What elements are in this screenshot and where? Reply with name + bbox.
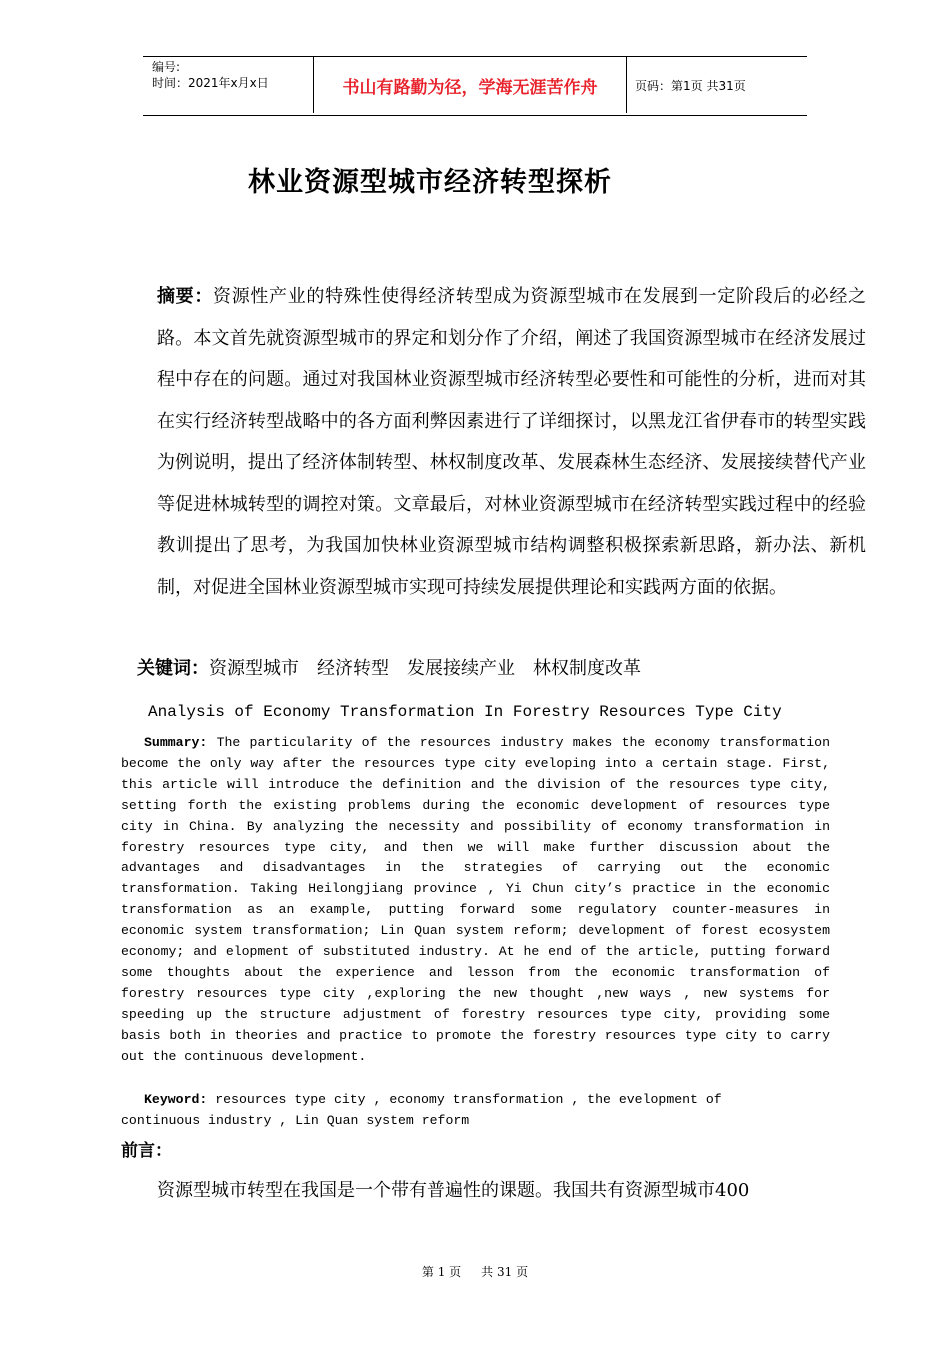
preface-paragraph: 资源型城市转型在我国是一个带有普遍性的课题。我国共有资源型城市400 (157, 1180, 750, 1201)
serial-label: 编号: (152, 60, 181, 74)
header-meta (152, 59, 269, 91)
page-footer (0, 1263, 950, 1280)
keyword-item: 林权制度改革 (533, 658, 641, 679)
english-summary (121, 733, 830, 1068)
footer-current-page: 第 1 页 (421, 1265, 462, 1279)
header-page-info: 页码：第1页 共31页 (635, 79, 746, 93)
header-motto: 书山有路勤为径，学海无涯苦作舟 (313, 57, 627, 113)
keyword-item: 经济转型 (317, 658, 389, 679)
keyword-item: 资源型城市 (209, 658, 299, 679)
abstract-text: 资源性产业的特殊性使得经济转型成为资源型城市在发展到一定阶段后的必经之路。本文首先就资源型城市的界定和划分作了介绍，阐述了我国资源型城市在经济发展过程中存在的问题。通过对我国林业资源型城市经济转型必要性和可能性的分析，进而对其在实行经济转型战略中的各方面利弊因素进行了详细探讨，以黑龙江省伊春市的转型实践为例说明，提出了经济体制转型、林权制度改革、发展森林生态经济、发展接续替代产业等促进林城转型的调控对策。文章最后，对林业资源型城市在经济转型实践过程中的经验教训提出了思考，为我国加快林业资源型城市结构调整积极探索新思路，新办法、新机制，对促进全国林业资源型城市实现可持续发展提供理论和实践两方面的依据。 (157, 286, 867, 598)
document-title: 林业资源型城市经济转型探析 (248, 167, 612, 198)
time-label: 时间：2021年x月x日 (152, 76, 269, 90)
summary-label: Summary: (144, 735, 208, 750)
keyword-label: Keyword: (144, 1092, 208, 1107)
keyword-item: 发展接续产业 (407, 658, 515, 679)
keywords-label: 关键词： (137, 658, 209, 679)
keywords-line (137, 654, 659, 684)
abstract-label: 摘要： (157, 286, 214, 307)
english-title: Analysis of Economy Transformation In Forestry Resources Type City (148, 703, 782, 721)
summary-text: The particularity of the resources industry makes the economy transformation become the only way after the resources type city eveloping into a certain stage. First, this article will introduce the definition and the division of the resources type city, setting forth the existing problems during the economic development of resources type city in China. By analyzing the necessity and possibility of economy transformation in forestry resources type city, and then we will make further discussion about the advantages and disadvantages in the strategies of carrying out the economic transformation. Taking Heilongjiang province , Yi Chun city’s practice in the economic transformation as an example, putting forward some regulatory counter-measures in economic system transformation; Lin Quan system reform; development of forest ecosystem economy; and elopment of substituted industry. At he end of the article, putting forward some thoughts about the experience and lesson from the economic transformation of forestry resources type city ,exploring the new thought ,new ways , new systems for speeding up the structure adjustment of forestry resources type city, providing some basis both in theories and practice to promote the forestry resources type city to carry out the continuous development. (121, 735, 830, 1064)
page-header (143, 56, 807, 116)
footer-total-pages: 共 31 页 (481, 1265, 529, 1279)
abstract-paragraph (121, 276, 866, 608)
preface-heading: 前言： (121, 1141, 172, 1161)
keyword-text: resources type city , economy transformation , the evelopment of continuous industry , Lin Quan system reform (121, 1092, 722, 1128)
english-keyword (121, 1089, 771, 1131)
